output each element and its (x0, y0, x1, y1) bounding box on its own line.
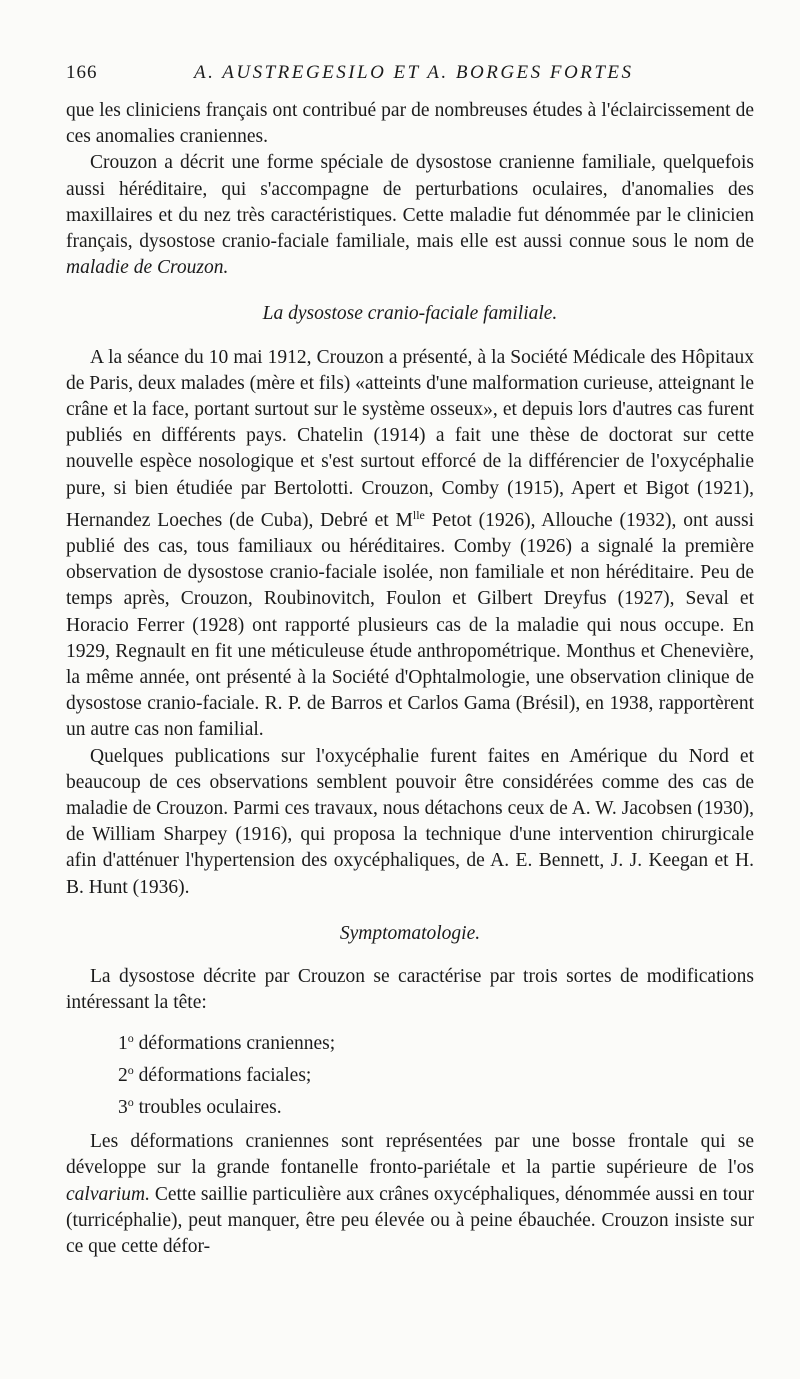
superscript: o (127, 1094, 134, 1109)
list-number: 1 (118, 1032, 128, 1054)
paragraph-text: Crouzon a décrit une forme spéciale de dysostose cranienne familiale, quelquefois aussi héréditaire, qui s'accompagne de perturbations oculaires, d'anomalies des maxillaires et du nez très caractéristiques. Cette maladie fut dénommée par le clinicien français, dysostose cranio-faciale familiale, mais elle est aussi connue sous le nom de (66, 152, 754, 253)
paragraph-text: Cette saillie particulière aux crânes oxycéphaliques, dénommée aussi en tour (turricéphalie), peut manquer, être peu élevée ou à peine ébauchée. Crouzon insiste sur ce que cette défor- (66, 1183, 754, 1257)
paragraph (66, 150, 754, 281)
italic-term: calvarium. (66, 1183, 150, 1205)
body-text (66, 98, 754, 1260)
running-title: A. AUSTREGESILO ET A. BORGES FORTES (194, 62, 634, 83)
list-item (66, 1057, 754, 1089)
list-text: troubles oculaires. (133, 1096, 282, 1118)
paragraph (66, 345, 754, 744)
section-heading: Symptomatologie. (339, 922, 481, 944)
superscript: lle (412, 507, 425, 522)
superscript: o (127, 1030, 134, 1045)
list-text: déformations craniennes; (133, 1032, 336, 1054)
list-item (66, 1089, 754, 1121)
italic-term: maladie de Crouzon. (66, 257, 229, 279)
paragraph (66, 1129, 754, 1260)
page-header (66, 62, 752, 90)
paragraph-text: que les cliniciens français ont contribué par de nombreuses études à l'éclaircissement de ces anomalies craniennes. (66, 100, 754, 148)
list-item (66, 1025, 754, 1057)
list-number: 2 (118, 1064, 128, 1086)
paragraph-text: Petot (1926), Allouche (1932), ont aussi publié des cas, tous familiaux ou héréditaires. Comby (1926) a signalé la première observation de dysostose cranio-faciale isolée, non familiale et non héréditaire. Peu de temps après, Crouzon, Roubinovitch, Foulon et Gilbert Dreyfus (1927), Seval et Horacio Ferrer (1928) ont rapporté plusieurs cas de la maladie qui nous occupe. En 1929, Regnault en fit une méticuleuse étude anthropométrique. Monthus et Chenevière, la même année, ont présenté à la Société d'Ophtalmologie, une observation clinique de dysostose cranio-faciale. R. P. de Barros et Carlos Gama (Brésil), en 1938, rapportèrent un autre cas non familial. (66, 509, 754, 741)
paragraph (66, 964, 754, 1016)
symptom-list (66, 1025, 754, 1122)
section-heading: La dysostose cranio-faciale familiale. (262, 303, 558, 325)
page-number: 166 (66, 62, 98, 83)
paragraph-text: Les déformations craniennes sont représentées par une bosse frontale qui se développe sur la grande fontanelle fronto-pariétale et la partie supérieure de l'os (66, 1131, 754, 1179)
superscript: o (127, 1062, 134, 1077)
paragraph-text: La dysostose décrite par Crouzon se caractérise par trois sortes de modifications intéressant la tête: (66, 966, 754, 1014)
paragraph (66, 98, 754, 150)
paragraph-text: A la séance du 10 mai 1912, Crouzon a présenté, à la Société Médicale des Hôpitaux de Paris, deux malades (mère et fils) «atteints d'une malformation curieuse, atteignant le crâne et la face, portant surtout sur le système osseux», et depuis lors d'autres cas furent publiés en différents pays. Chatelin (1914) a fait une thèse de doctorat sur cette nouvelle espèce nosologique et s'est surtout efforcé de la différencier de l'oxycéphalie pure, si bien étudiée par Bertolotti. Crouzon, Comby (1915), Apert et Bigot (1921), Hernandez Loeches (de Cuba), Debré et M (66, 346, 754, 531)
list-number: 3 (118, 1096, 128, 1118)
paragraph (66, 744, 754, 901)
list-text: déformations faciales; (133, 1064, 312, 1086)
paragraph-text: Quelques publications sur l'oxycéphalie furent faites en Amérique du Nord et beaucoup de ces observations semblent pouvoir être considérées comme des cas de maladie de Crouzon. Parmi ces travaux, nous détachons ceux de A. W. Jacobsen (1930), de William Sharpey (1916), qui proposa la technique d'une intervention chirurgicale afin d'atténuer l'hypertension des oxycéphaliques, de A. E. Bennett, J. J. Keegan et H. B. Hunt (1936). (66, 745, 754, 898)
